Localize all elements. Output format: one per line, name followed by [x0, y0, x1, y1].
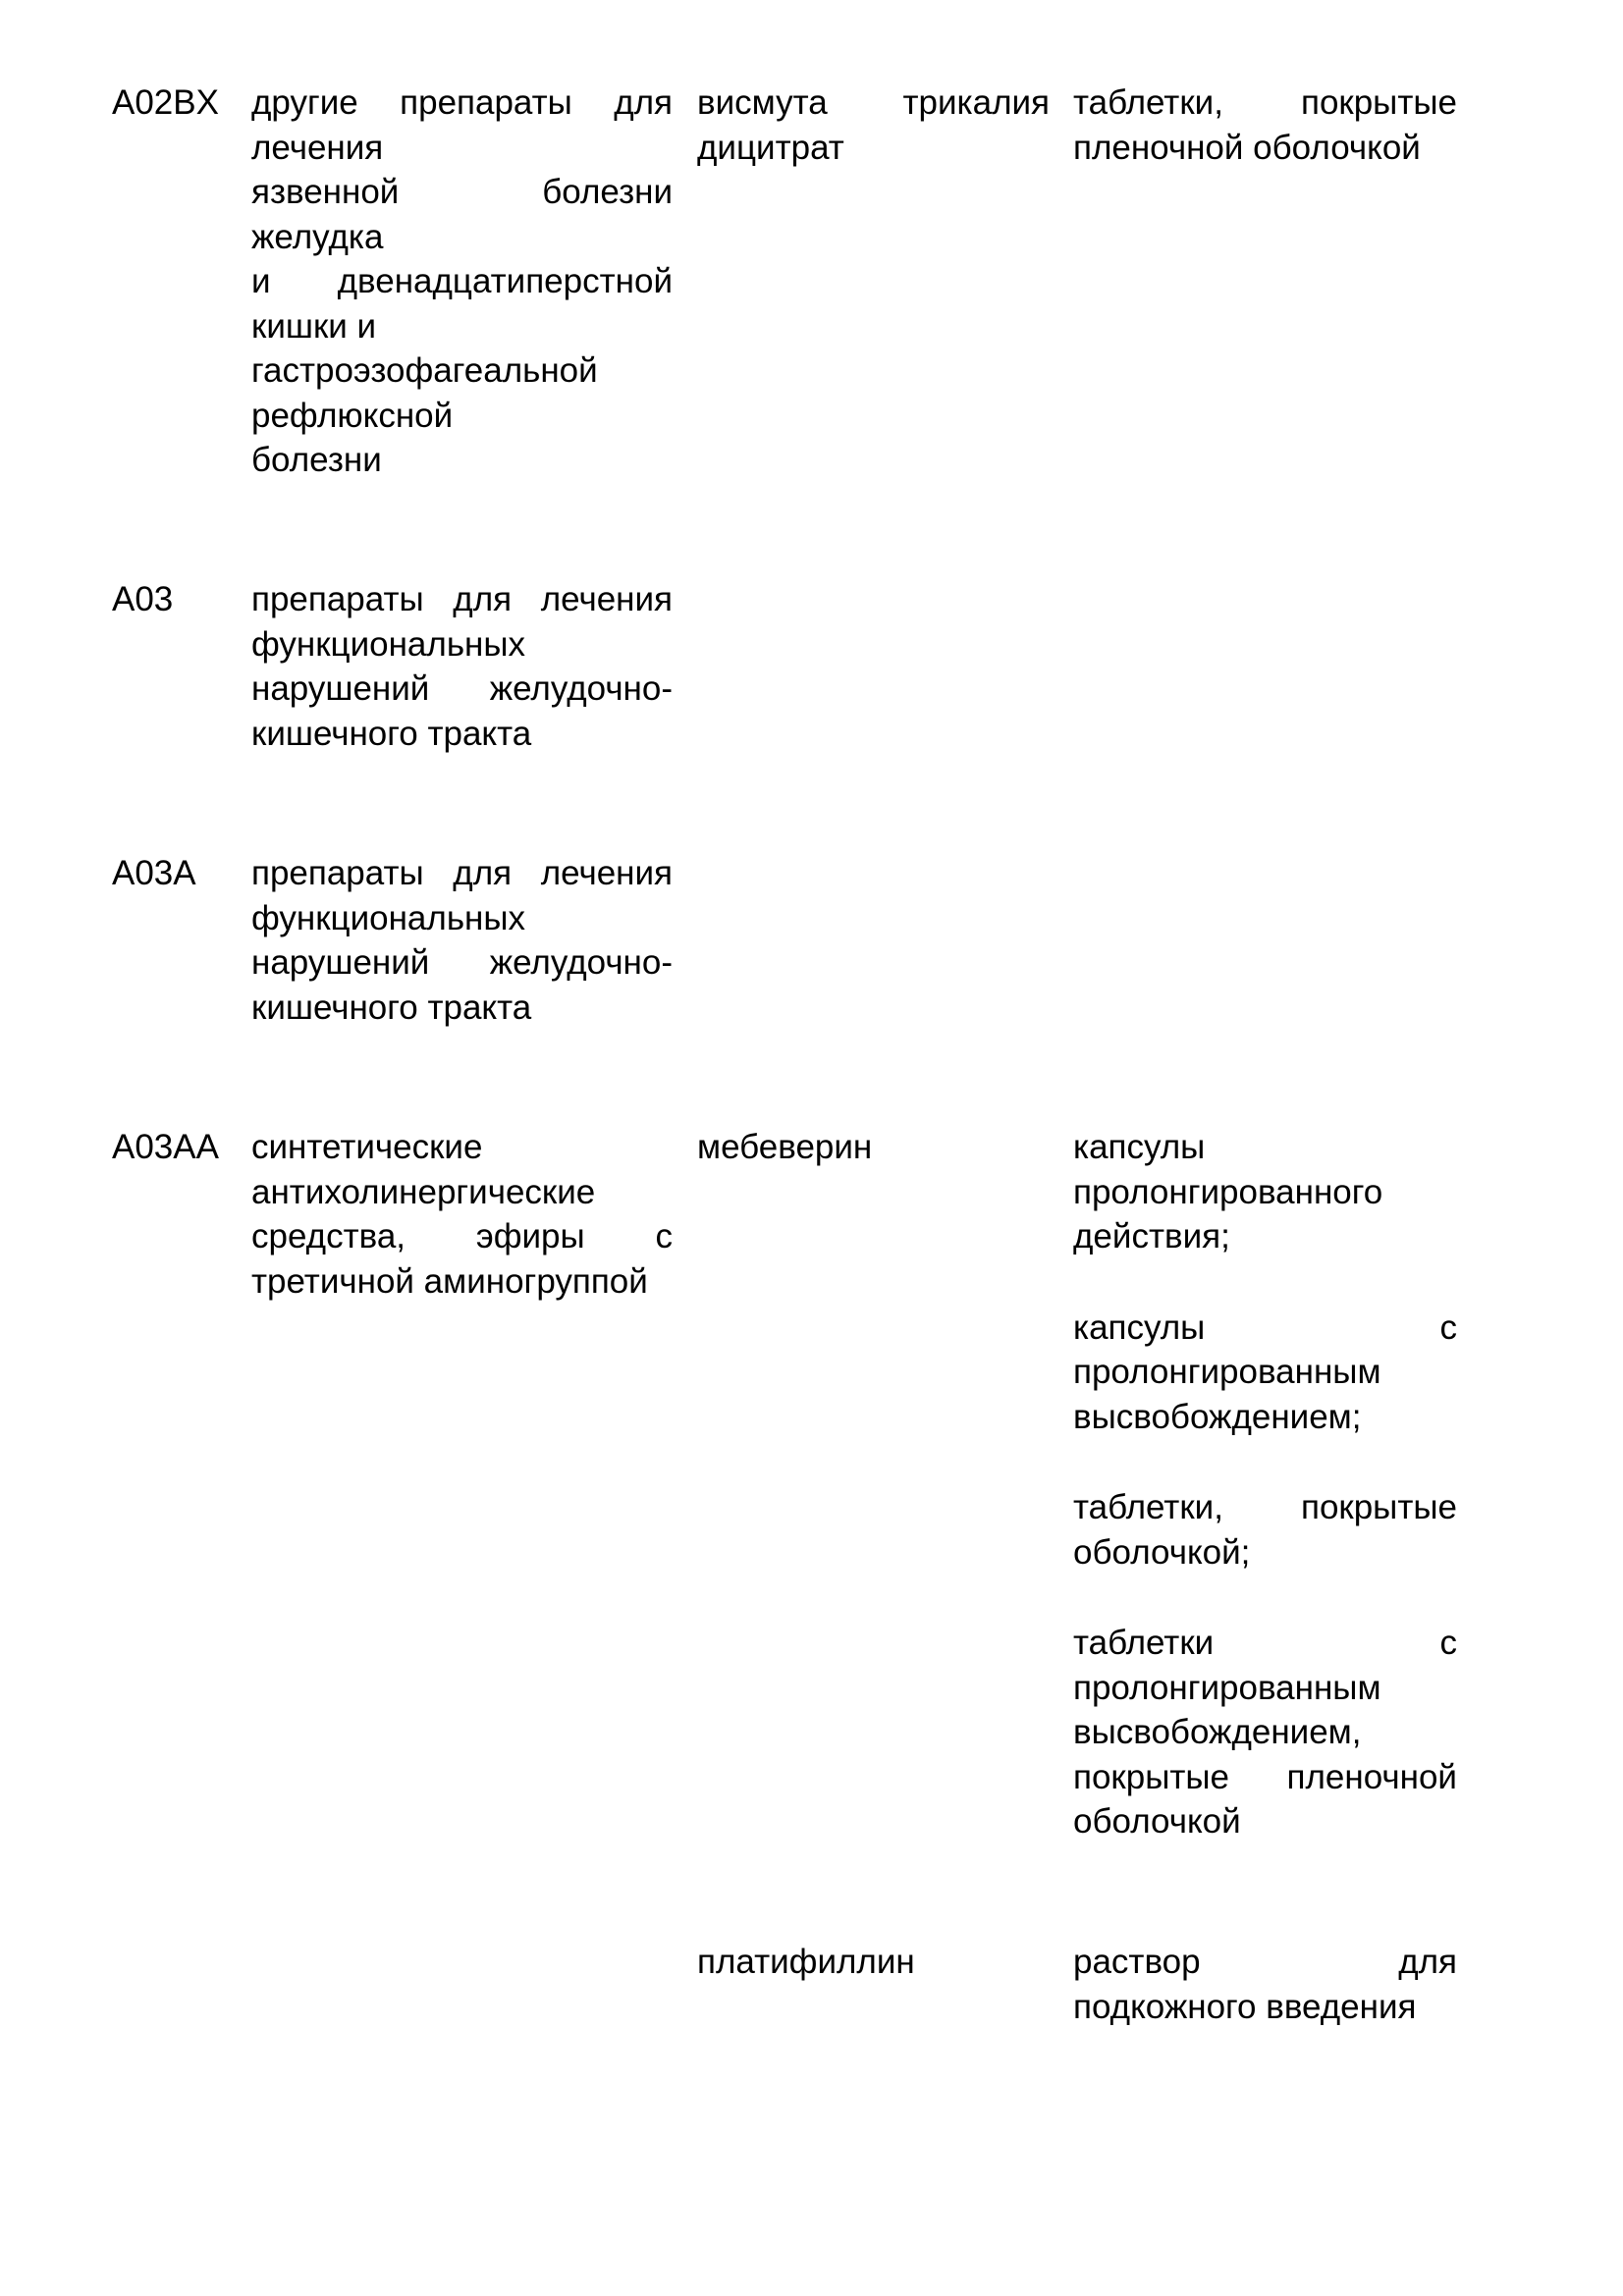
form-line: высвобождением;: [1073, 1397, 1362, 1436]
form-line: подкожного введения: [1073, 1987, 1417, 2026]
drug-name: [697, 1125, 1050, 1170]
group-line: лечения: [251, 128, 384, 167]
form-line: высвобождением,: [1073, 1713, 1362, 1751]
atc-code: [112, 80, 243, 126]
group-line: язвенной болезни: [251, 173, 673, 211]
dosage-form: [1073, 1621, 1457, 1844]
drug-line: висмута трикалия: [697, 83, 1050, 122]
form-line: оболочкой: [1073, 1802, 1241, 1841]
dosage-form: [1073, 1485, 1457, 1575]
group-line: препараты для лечения: [251, 580, 673, 618]
form-line: капсулы: [1073, 1128, 1206, 1166]
drug-line: дицитрат: [697, 128, 844, 167]
atc-code-text: A03AA: [112, 1128, 219, 1166]
group-line: препараты для лечения: [251, 854, 673, 892]
form-line: таблетки с: [1073, 1624, 1457, 1662]
group-line: кишки и: [251, 306, 377, 346]
pharmacological-group: [251, 577, 673, 756]
group-line: гастроэзофагеальной: [251, 351, 598, 390]
form-line: пролонгированным: [1073, 1353, 1381, 1391]
group-line: нарушений желудочно-: [251, 669, 673, 708]
group-line: третичной аминогруппой: [251, 1261, 648, 1301]
group-line: и двенадцатиперстной: [251, 262, 673, 300]
dosage-forms: [1073, 80, 1457, 170]
dosage-forms: [1073, 1940, 1457, 2029]
form-line: пленочной оболочкой: [1073, 128, 1421, 167]
pharmacological-group: [251, 80, 673, 483]
form-line: пролонгированного: [1073, 1172, 1383, 1211]
atc-code: [112, 577, 243, 622]
group-line: желудка: [251, 217, 384, 256]
atc-code: [112, 1125, 243, 1170]
group-line: антихолинергические: [251, 1172, 596, 1211]
form-line: действия;: [1073, 1217, 1230, 1255]
group-line: функциональных: [251, 624, 526, 664]
drug-name: [697, 80, 1050, 170]
form-line: раствор для: [1073, 1943, 1457, 1981]
atc-code-text: A03: [112, 580, 174, 618]
form-line: капсулы с: [1073, 1308, 1457, 1347]
pharmacological-group: [251, 851, 673, 1030]
dosage-form: [1073, 1125, 1457, 1259]
drug-line: платифиллин: [697, 1943, 915, 1981]
form-line: покрытые пленочной: [1073, 1757, 1457, 1796]
atc-code-text: A03A: [112, 854, 196, 892]
dosage-forms: [1073, 1125, 1457, 1844]
group-line: синтетические: [251, 1128, 483, 1166]
group-line: рефлюксной: [251, 396, 454, 435]
group-line: средства, эфиры с: [251, 1217, 673, 1255]
form-line: таблетки, покрытые: [1073, 83, 1457, 122]
drug-line: мебеверин: [697, 1128, 873, 1166]
atc-code-text: A02BX: [112, 83, 219, 122]
group-line: кишечного тракта: [251, 988, 532, 1027]
form-line: таблетки, покрытые: [1073, 1488, 1457, 1526]
drug-name: [697, 1940, 1050, 1985]
group-line: функциональных: [251, 898, 526, 937]
group-line: болезни: [251, 441, 382, 479]
group-line: кишечного тракта: [251, 714, 532, 753]
group-line: другие препараты для: [251, 83, 673, 122]
group-line: нарушений желудочно-: [251, 943, 673, 982]
form-line: пролонгированным: [1073, 1668, 1381, 1707]
pharmacological-group: [251, 1125, 673, 1304]
form-line: оболочкой;: [1073, 1532, 1251, 1572]
atc-code: [112, 851, 243, 896]
dosage-form: [1073, 1940, 1457, 2029]
dosage-form: [1073, 1306, 1457, 1440]
dosage-form: [1073, 80, 1457, 170]
